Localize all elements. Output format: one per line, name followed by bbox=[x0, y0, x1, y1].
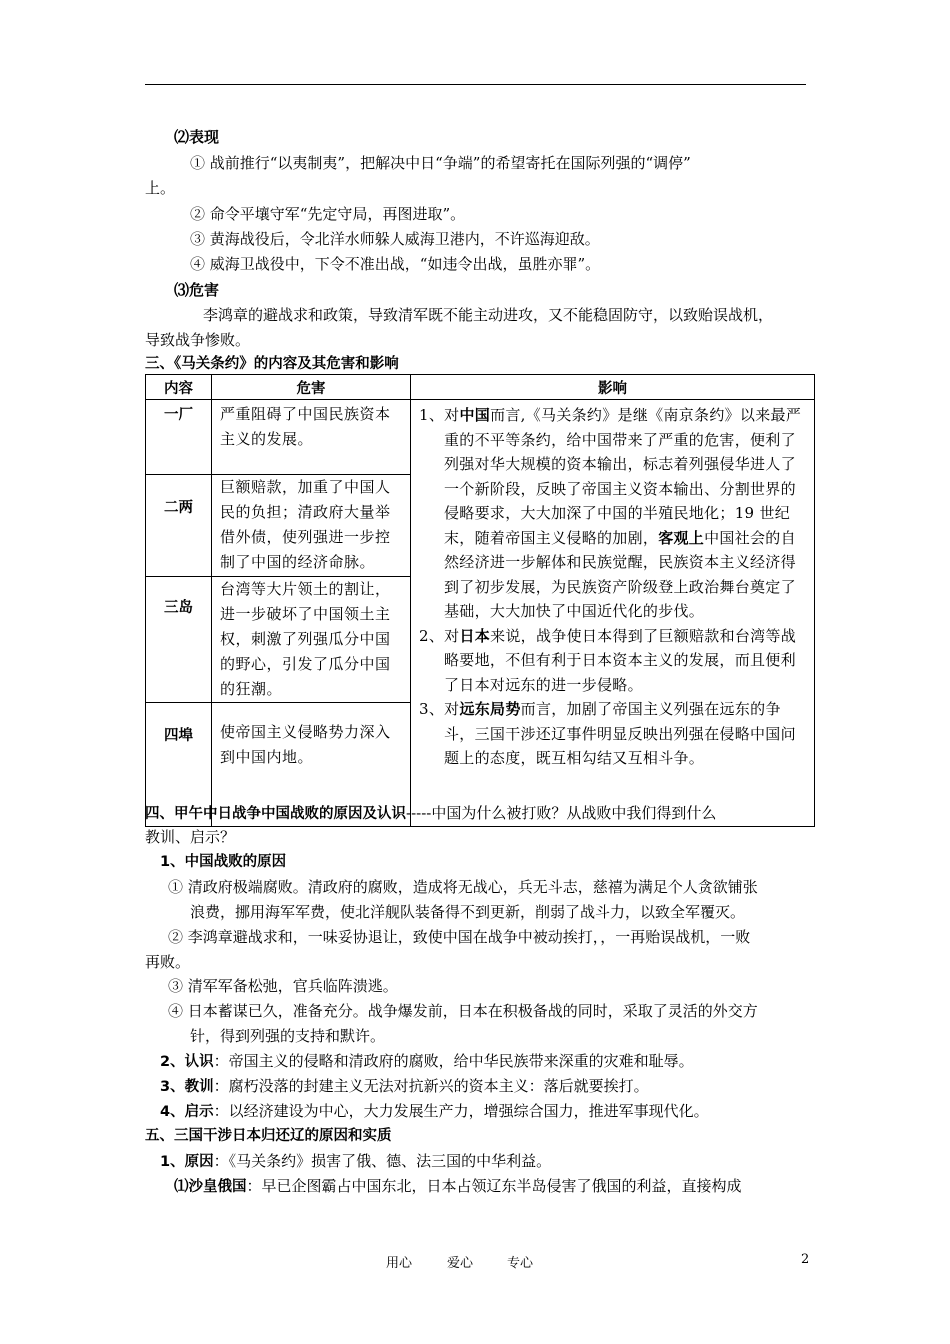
footer-word-1: 用心 bbox=[386, 1256, 413, 1271]
reason-2a: ② 李鸿章避战求和，一味妥协退让，致使中国在战争中被动挨打，，一再贻误战机，一败 bbox=[168, 928, 751, 946]
reason-4a: ④ 日本蓄谋已久，准备充分。战争爆发前，日本在积极备战的同时，采取了灵活的外交方 bbox=[168, 1002, 758, 1020]
reason-4b: 针，得到列强的支持和默许。 bbox=[190, 1027, 386, 1045]
reasons-heading: 1、中国战败的原因 bbox=[160, 854, 287, 870]
cause-line: 1、原因：《马关条约》损害了俄、德、法三国的中华利益。 bbox=[160, 1152, 552, 1170]
table-header-impact: 影响 bbox=[411, 375, 815, 400]
footer-word-2: 爱心 bbox=[447, 1256, 474, 1271]
lesson-line: 3、教训：腐朽没落的封建主义无法对抗新兴的资本主义：落后就要挨打。 bbox=[160, 1077, 649, 1095]
heading-biaoxian: ⑵表现 bbox=[174, 128, 220, 146]
russia-line: ⑴沙皇俄国：早已企图霸占中国东北，日本占领辽东半岛侵害了俄国的利益，直接构成 bbox=[174, 1177, 742, 1195]
biaoxian-item-1b: 上。 bbox=[145, 179, 176, 197]
recognition-line: 2、认识：帝国主义的侵略和清政府的腐败，给中华民族带来深重的灾难和耻辱。 bbox=[160, 1052, 694, 1070]
section-4-title: 四、甲午中日战争中国战败的原因及认识-----中国为什么被打败？从战败中我们得到什么 bbox=[145, 804, 717, 822]
row-harm-cell: 使帝国主义侵略势力深入到中国内地。 bbox=[212, 703, 411, 827]
impact-cell bbox=[411, 400, 815, 827]
footer-word-3: 专心 bbox=[507, 1256, 534, 1271]
reason-2b: 再败。 bbox=[145, 953, 191, 971]
reason-3: ③ 清军军备松弛，官兵临阵溃逃。 bbox=[168, 977, 398, 995]
header-rule bbox=[145, 84, 806, 85]
row-harm-cell: 严重阻碍了中国民族资本主义的发展。 bbox=[212, 400, 411, 475]
section-3-title: 三、《马关条约》的内容及其危害和影响 bbox=[145, 356, 399, 372]
table-header-harm: 危害 bbox=[212, 375, 411, 400]
row-harm-cell: 巨额赔款，加重了中国人民的负担；清政府大量举借外债，使列强进一步控制了中国的经济命脉。 bbox=[212, 475, 411, 577]
row-content-cell: 三岛 bbox=[146, 577, 212, 703]
section-4-title-line2: 教训、启示？ bbox=[145, 828, 236, 846]
maguan-table bbox=[145, 374, 815, 827]
row-content-cell: 四埠 bbox=[146, 703, 212, 827]
row-content-cell: 二两 bbox=[146, 475, 212, 577]
harm-paragraph-a: 李鸿章的避战求和政策，导致清军既不能主动进攻，又不能稳固防守，以致贻误战机， bbox=[203, 306, 774, 324]
reason-1a: ① 清政府极端腐败。清政府的腐败，造成将无战心，兵无斗志，慈禧为满足个人贪欲铺张 bbox=[168, 878, 758, 896]
biaoxian-item-3: ③ 黄海战役后，令北洋水师躲人威海卫港内，不许巡海迎敌。 bbox=[190, 230, 600, 248]
impact-item-2: 2、对日本来说，战争使日本得到了巨额赔款和台湾等战略要地，不但有利于日本资本主义的发展，而且便利了日本对远东的进一步侵略。 bbox=[419, 626, 797, 694]
row-harm-cell: 台湾等大片领土的割让，进一步破坏了中国领土主权，刺激了列强瓜分中国的野心，引发了瓜分中国的狂潮。 bbox=[212, 577, 411, 703]
table-header-content: 内容 bbox=[146, 375, 212, 400]
biaoxian-item-4: ④ 威海卫战役中，下令不准出战，“如违令出战，虽胜亦罪”。 bbox=[190, 255, 601, 273]
section-5-title: 五、三国干涉日本归还辽的原因和实质 bbox=[145, 1128, 392, 1144]
enlightenment-line: 4、启示：以经济建设为中心，大力发展生产力，增强综合国力，推进军事现代化。 bbox=[160, 1102, 709, 1120]
biaoxian-item-2: ② 命令平壤守军“先定守局，再图进取”。 bbox=[190, 205, 466, 223]
impact-item-1: 1、对中国而言,《马关条约》是继《南京条约》以来最严重的不平等条约，给中国带来了严重的危害，便利了列强对华大规模的资本输出，标志着列强侵华进人了一个新阶段，反映了帝国主义资本输出、分割世界的侵略要求，大大加深了中国的半殖民地化；19 世纪末，随着帝国主义侵略的加剧，客观上中国社会的自然经济进一步解体和民族觉醒，民族资本主义经济得到了初步发展，为民族资产阶级登上政治舞台奠定了基础，大大加快了中国近代化的步伐。 bbox=[419, 406, 802, 620]
page-number: 2 bbox=[801, 1252, 810, 1267]
impact-item-3: 3、对远东局势而言，加剧了帝国主义列强在远东的争斗，三国干涉还辽事件明显反映出列强在侵略中国问题上的态度，既互相勾结又互相斗争。 bbox=[419, 700, 796, 767]
reason-1b: 浪费，挪用海军军费，使北洋舰队装备得不到更新，削弱了战斗力，以致全军覆灭。 bbox=[190, 903, 746, 921]
harm-paragraph-b: 导致战争惨败。 bbox=[145, 331, 251, 349]
biaoxian-item-1a: ① 战前推行“以夷制夷”，把解决中日“争端”的希望寄托在国际列强的“调停” bbox=[190, 154, 691, 172]
row-content-cell: 一厂 bbox=[146, 400, 212, 475]
heading-weihai: ⑶危害 bbox=[174, 281, 220, 299]
